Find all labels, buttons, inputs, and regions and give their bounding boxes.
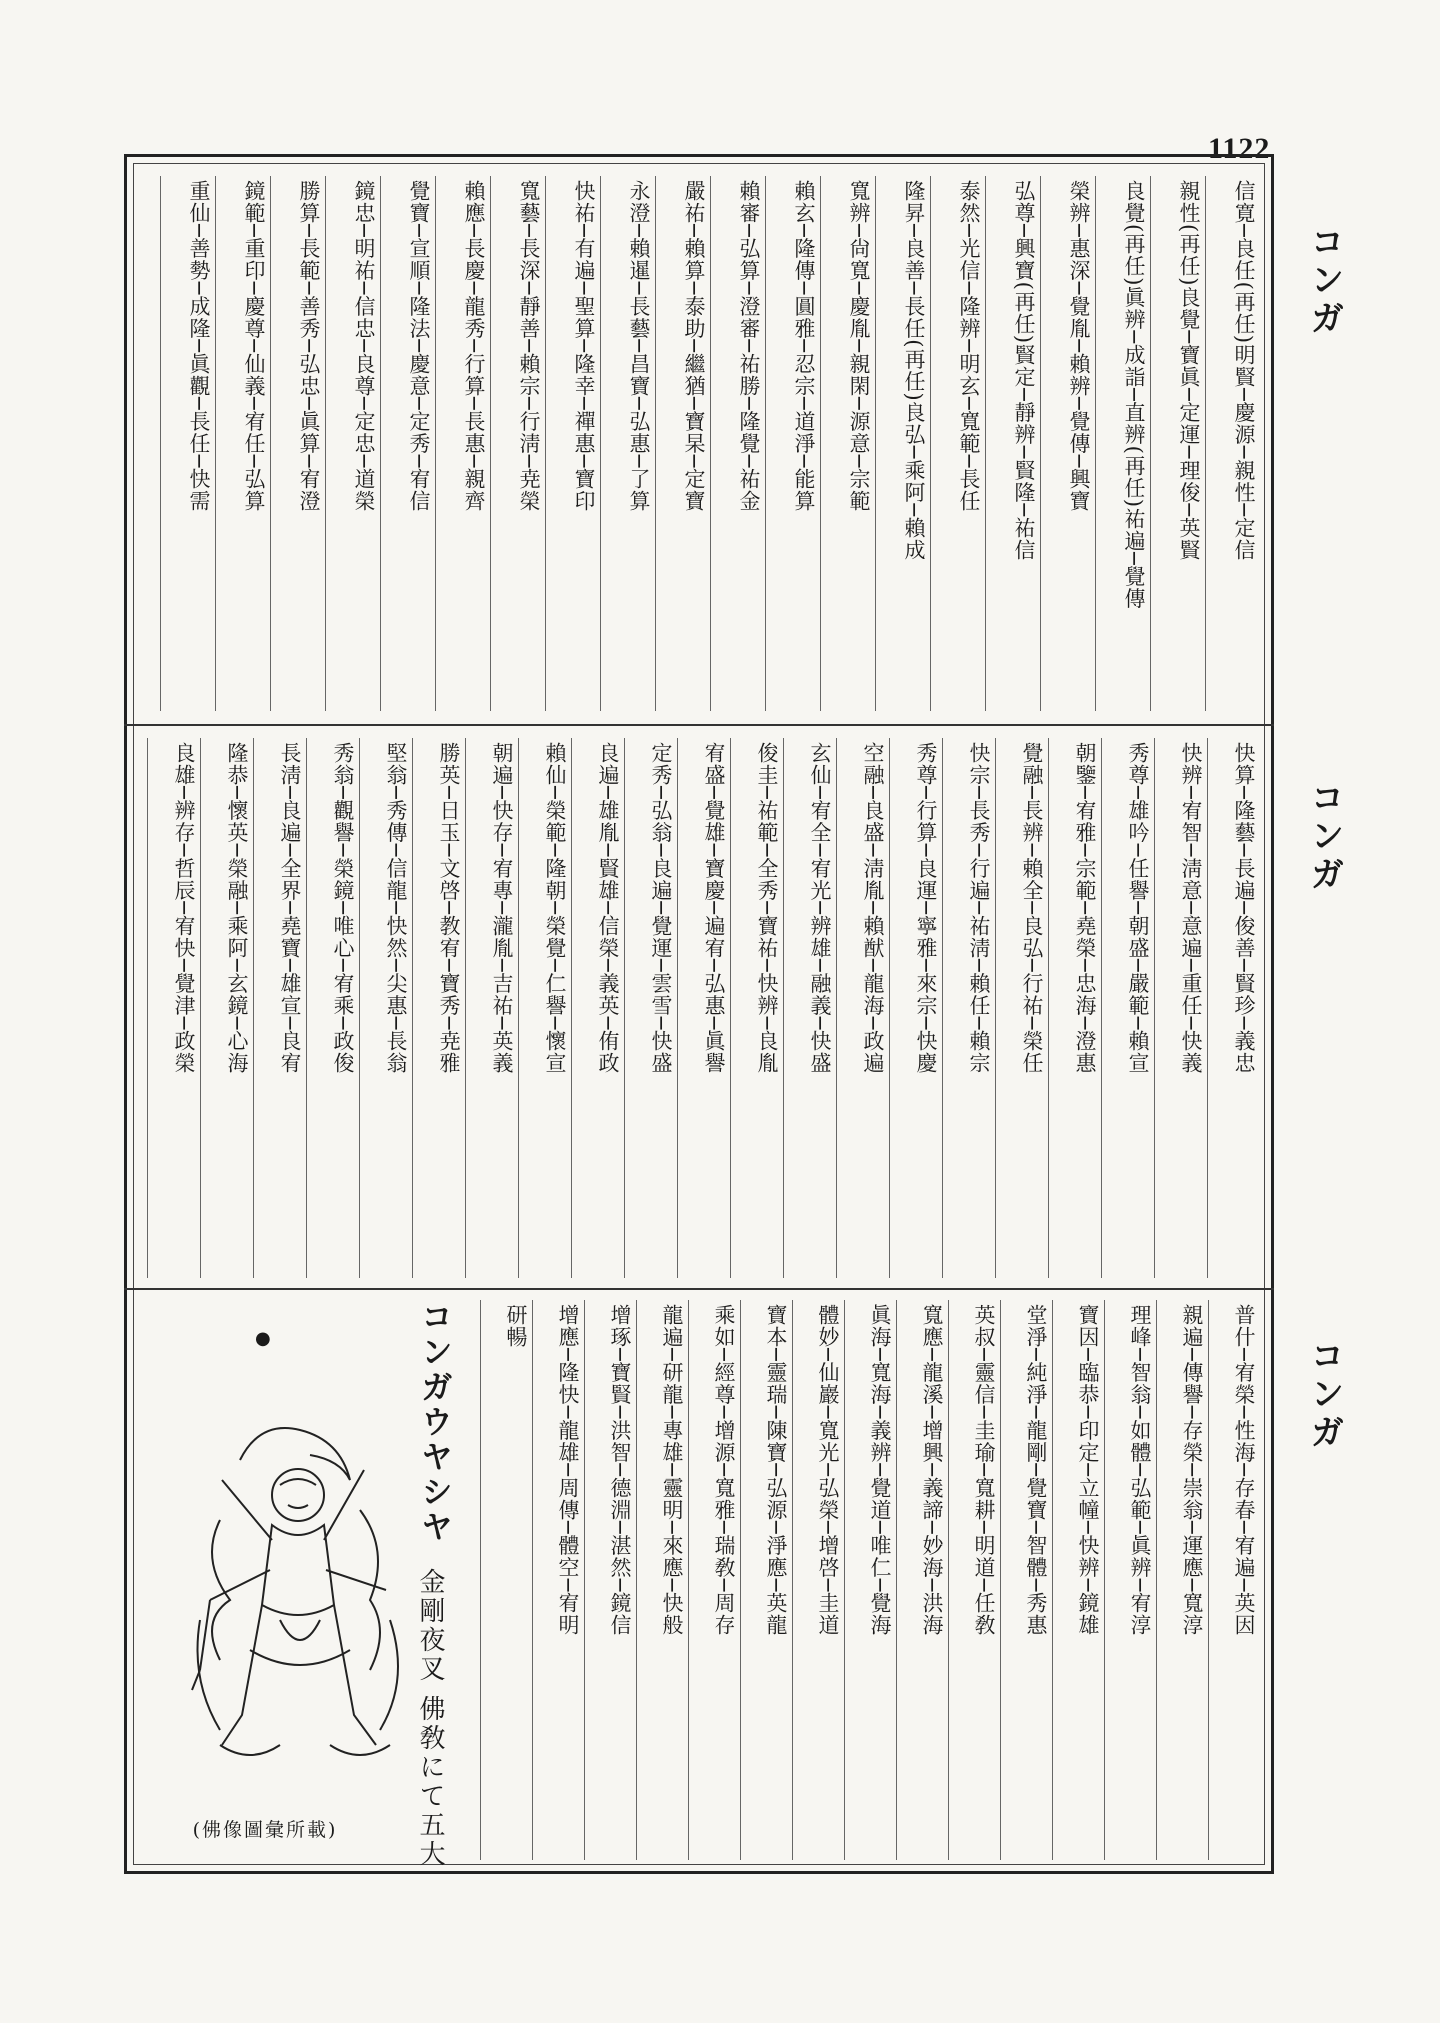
lineage-column: 朝遍─快存─宥專─瀧胤─吉祐─英義 (465, 738, 518, 1278)
lineage-column: 龍遍─研龍─專雄─靈明─來應─快般 (636, 1300, 688, 1860)
lineage-column: 玄仙─宥全─宥光─辨雄─融義─快盛 (783, 738, 836, 1278)
lineage-column: 秀尊─雄吟─任譽─朝盛─嚴範─賴宣 (1101, 738, 1154, 1278)
lineage-column: 英叔─靈信─圭瑜─寬耕─明道─任敎 (948, 1300, 1000, 1860)
lineage-column: 隆恭─懷英─榮融─乘阿─玄鏡─心海 (200, 738, 253, 1278)
lineage-column: 快算─隆藝─長遍─俊善─賢珍─義忠 (1207, 738, 1260, 1278)
lineage-column: 體妙─仙巖─寬光─弘榮─增啓─圭道 (792, 1300, 844, 1860)
lineage-column: 信寛─良任(再任)明賢─慶源─親性─定信 (1205, 176, 1260, 711)
lineage-column: 快宗─長秀─行遍─祐淸─賴任─賴宗 (942, 738, 995, 1278)
lineage-column: 榮辨─惠深─覺胤─賴辨─覺傳─興寶 (1040, 176, 1095, 711)
lineage-column: 寬辨─尙寬─慶胤─親閑─源意─宗範 (820, 176, 875, 711)
lineage-column: 快祐─有遍─聖算─隆幸─禪惠─寶印 (545, 176, 600, 711)
lineage-column: 堂淨─純淨─龍剛─覺寶─智體─秀惠 (1000, 1300, 1052, 1860)
lineage-column: 良遍─雄胤─賢雄─信榮─義英─侑政 (571, 738, 624, 1278)
bullet-icon: ● (255, 1328, 271, 1349)
deity-illustration (180, 1320, 410, 1790)
section-heading: コンガ (1304, 224, 1344, 338)
lineage-column: 覺融─長辨─賴全─良弘─行祐─榮任 (995, 738, 1048, 1278)
lineage-column: 隆昇─良善─長任(再任)良弘─乘阿─賴成 (875, 176, 930, 711)
section-divider (124, 1288, 1274, 1290)
lineage-column: 寶本─靈瑞─陳寶─弘源─淨應─英龍 (740, 1300, 792, 1860)
headword: コンガウヤシヤ (416, 1300, 454, 1545)
lineage-column: 良覺(再任)眞辨─成詣─直辨(再任)祐遍─覺傳 (1095, 176, 1150, 711)
lineage-column: 重仙─善勢─成隆─眞觀─長任─快需 (160, 176, 215, 711)
section-2 (136, 738, 1260, 1278)
lineage-column: 空融─良盛─淸胤─賴猷─龍海─政遍 (836, 738, 889, 1278)
lineage-column: 賴審─弘算─澄審─祐勝─隆覺─祐金 (710, 176, 765, 711)
lineage-column: 勝英─日玉─文啓─教宥─寶秀─尭雅 (412, 738, 465, 1278)
section-divider (124, 724, 1274, 726)
lineage-column: 宥盛─覺雄─寶慶─遍宥─弘惠─眞譽 (677, 738, 730, 1278)
lineage-column: 寬藝─長深─靜善─賴宗─行淸─尭榮 (490, 176, 545, 711)
lineage-column: 乘如─經尊─增源─寬雅─瑞敎─周存 (688, 1300, 740, 1860)
lineage-column: 理峰─智翁─如體─弘範─眞辨─宥淳 (1104, 1300, 1156, 1860)
lineage-column: 朝鑒─宥雅─宗範─堯榮─忠海─澄惠 (1048, 738, 1101, 1278)
section-heading: コンガ (1304, 1338, 1344, 1452)
lineage-column: 親性(再任)良覺─寶眞─定運─理俊─英賢 (1150, 176, 1205, 711)
lineage-column: 勝算─長範─善秀─弘忠─眞算─宥澄 (270, 176, 325, 711)
lineage-column: 增應─隆快─龍雄─周傳─體空─宥明 (532, 1300, 584, 1860)
lineage-column: 良雄─辨存─哲辰─宥快─覺津─政榮 (147, 738, 200, 1278)
lineage-column: 快辨─宥智─淸意─意遍─重任─快義 (1154, 738, 1207, 1278)
lineage-column: 研暢 (480, 1300, 532, 1860)
lineage-column: 賴玄─隆傳─圓雅─忍宗─道淨─能算 (765, 176, 820, 711)
lineage-column: 永澄─賴暹─長藝─昌寶─弘惠─了算 (600, 176, 655, 711)
lineage-column: 賴應─長慶─龍秀─行算─長惠─親齊 (435, 176, 490, 711)
lineage-column: 鏡範─重印─慶尊─仙義─宥任─弘算 (215, 176, 270, 711)
lineage-column: 堅翁─秀傳─信龍─快然─尖惠─長翁 (359, 738, 412, 1278)
article-text: 金剛夜叉 佛敎にて五大 (415, 1568, 445, 1870)
lineage-column: 長淸─良遍─全界─堯寶─雄宣─良宥 (253, 738, 306, 1278)
lineage-column: 增琢─寶賢─洪智─德淵─湛然─鏡信 (584, 1300, 636, 1860)
lineage-column: 寶因─臨恭─印定─立幢─快辨─鏡雄 (1052, 1300, 1104, 1860)
lineage-column: 普什─宥榮─性海─存春─宥遍─英因 (1208, 1300, 1260, 1860)
lineage-column: 弘尊─興寶(再任)賢定─靜辨─賢隆─祐信 (985, 176, 1040, 711)
lineage-column: 親遍─傳譽─存榮─崇翁─運應─寬淳 (1156, 1300, 1208, 1860)
lineage-column: 覺寶─宣順─隆法─慶意─定秀─宥信 (380, 176, 435, 711)
lineage-column: 寬應─龍溪─增興─義諦─妙海─洪海 (896, 1300, 948, 1860)
lineage-column: 鏡忠─明祐─信忠─良尊─定忠─道榮 (325, 176, 380, 711)
section-heading: コンガ (1304, 780, 1344, 894)
lineage-column: 秀尊─行算─良運─寧雅─來宗─快慶 (889, 738, 942, 1278)
lineage-column: 賴仙─榮範─隆朝─榮覺─仁譽─懷宣 (518, 738, 571, 1278)
section-3 (470, 1300, 1260, 1860)
lineage-column: 眞海─寬海─義辨─覺道─唯仁─覺海 (844, 1300, 896, 1860)
lineage-column: 定秀─弘翁─良遍─覺運─雲雪─快盛 (624, 738, 677, 1278)
section-1 (150, 176, 1260, 711)
lineage-column: 泰然─光信─隆辨─明玄─寬範─長任 (930, 176, 985, 711)
lineage-column: 嚴祐─賴算─泰助─繼猶─寶杲─定寶 (655, 176, 710, 711)
lineage-column: 俊圭─祐範─全秀─寶祐─快辨─良胤 (730, 738, 783, 1278)
image-credit: (佛像圖彙所載) (192, 1819, 338, 1841)
lineage-column: 秀翁─觀譽─榮鏡─唯心─宥乘─政俊 (306, 738, 359, 1278)
page-number: 1122 (1208, 132, 1271, 165)
